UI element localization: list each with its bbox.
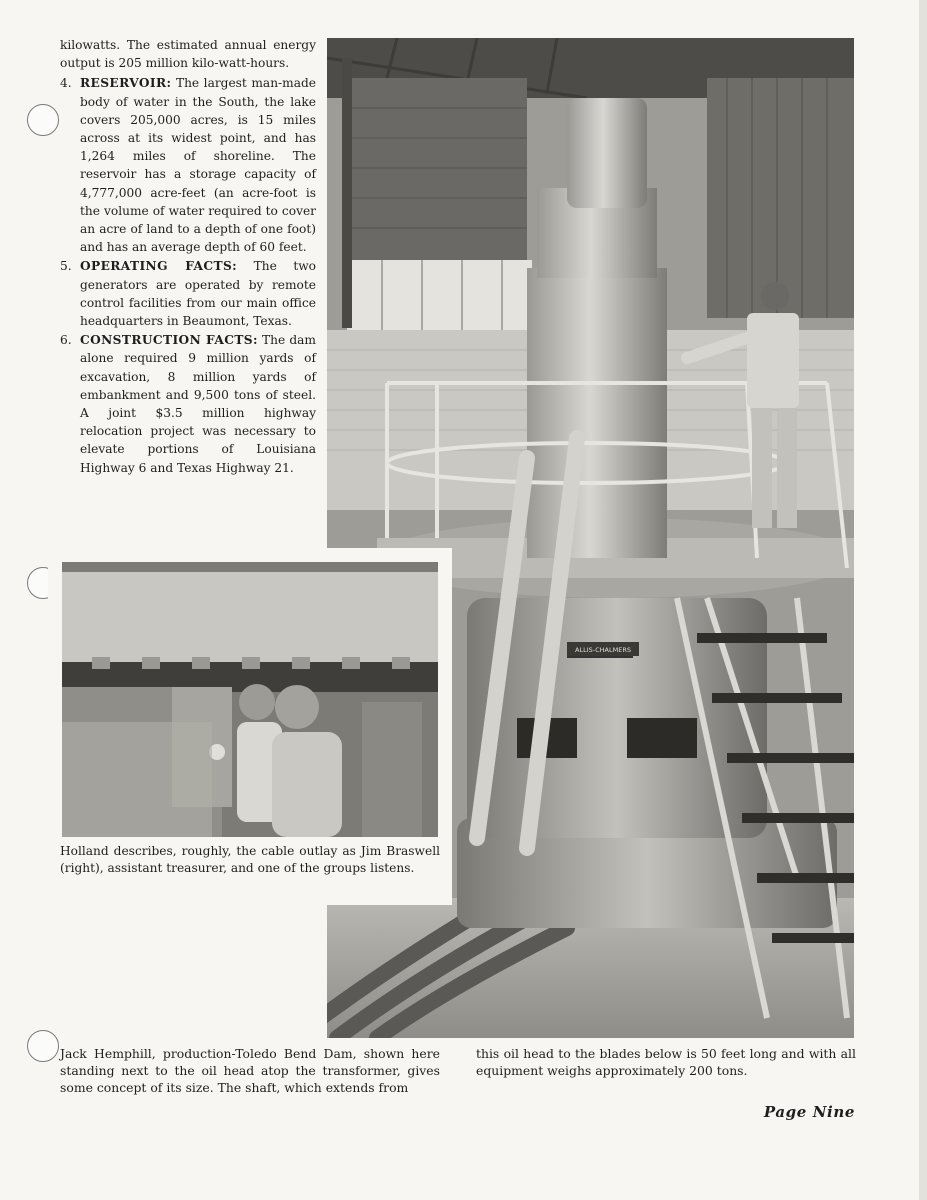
fact-heading: CONSTRUCTION FACTS: bbox=[80, 333, 258, 348]
fact-body: The two generators are operated by remote control facilities from our main office headquarters in Beaumont, Texas. bbox=[80, 259, 316, 329]
caption-column-left: Jack Hemphill, production-Toledo Bend Dam, shown here standing next to the oil head atop the transformer, gives some concept of its size. The shaft, which extends from bbox=[60, 1046, 440, 1096]
inset-photo-caption: Holland describes, roughly, the cable outlay as Jim Braswell (right), assistant treasurer, and one of the groups listens. bbox=[60, 844, 440, 875]
page-edge-shadow bbox=[919, 0, 927, 1200]
intro-paragraph: kilowatts. The estimated annual energy output is 205 million kilo-watt-hours. bbox=[60, 38, 316, 71]
fact-heading: OPERATING FACTS: bbox=[80, 259, 238, 274]
fact-item-reservoir bbox=[60, 74, 316, 256]
fact-item-construction bbox=[60, 331, 316, 477]
fact-body: The largest man-made body of water in the South, the lake covers 205,000 acres, is 15 miles across at its widest point, and has 1,264 miles of shoreline. The reservoir has a storage capacity of 4,777,000 acre-feet (an acre-foot is the volume of water required to cover an acre of land to a depth of one foot) and has an average depth of 60 feet. bbox=[80, 76, 316, 255]
facts-column bbox=[60, 36, 316, 478]
fact-heading: RESERVOIR: bbox=[80, 76, 172, 91]
fact-body: The dam alone required 9 million yards of excavation, 8 million yards of embankment and 9,500 tons of steel. A joint $3.5 million highway relocation project was necessary to elevate portions of Louisiana Highway 6 and Texas Highway 21. bbox=[80, 333, 316, 475]
caption-column-right: this oil head to the blades below is 50 feet long and with all equipment weighs approximately 200 tons. bbox=[476, 1046, 856, 1079]
facts-list bbox=[60, 74, 316, 476]
cable-tour-photo bbox=[62, 562, 438, 837]
fact-number: 4. bbox=[60, 76, 72, 91]
main-photo-caption bbox=[60, 1045, 856, 1097]
fact-number: 5. bbox=[60, 259, 72, 274]
maker-label: ALLIS-CHALMERS bbox=[575, 646, 631, 654]
fact-item-operating bbox=[60, 257, 316, 330]
punch-hole-bottom bbox=[27, 1030, 59, 1062]
fact-number: 6. bbox=[60, 333, 72, 348]
punch-hole-top bbox=[27, 104, 59, 136]
page-number: Page Nine bbox=[763, 1103, 855, 1121]
